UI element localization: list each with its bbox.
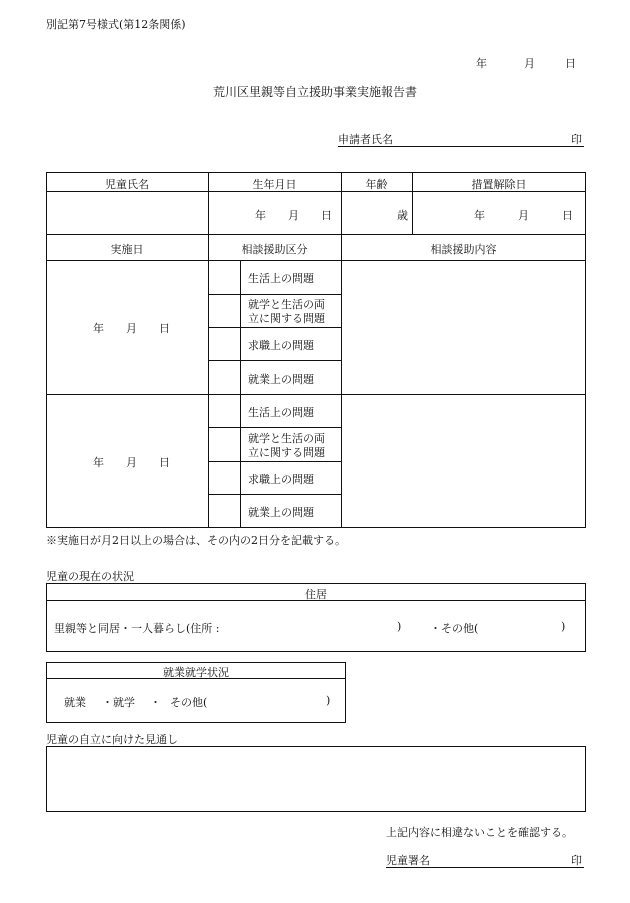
section-current-status: 児童の現在の状況 — [46, 570, 134, 583]
col-age: 年齢 — [365, 178, 388, 191]
consultation-content-field-2[interactable] — [343, 396, 584, 526]
outlook-label: 児童の自立に向けた見通し — [46, 733, 178, 746]
day-label: 日 — [321, 209, 332, 222]
col-implementation-date: 実施日 — [110, 243, 144, 256]
table-row-line — [208, 360, 341, 361]
table-row-line — [208, 461, 341, 462]
housing-other-close: ) — [561, 620, 566, 633]
col-birth-date: 生年月日 — [252, 178, 297, 191]
child-signature-label: 児童署名 — [386, 854, 430, 867]
category-life-issue: 生活上の問題 — [248, 406, 314, 419]
col-child-name: 児童氏名 — [105, 178, 149, 191]
month-label: 月 — [524, 57, 535, 70]
work-other-close: ) — [326, 694, 331, 707]
table-col-line — [240, 260, 241, 528]
month-label: 月 — [126, 322, 137, 335]
table-row-line — [46, 234, 586, 235]
category-study-life-issue: 就学と生活の両 立に関する問題 — [248, 298, 325, 325]
implementation-date-1[interactable] — [93, 320, 170, 336]
report-date[interactable] — [476, 55, 576, 71]
col-consultation-content: 相談援助内容 — [430, 243, 497, 256]
category-study-life-issue: 就学と生活の両 立に関する問題 — [248, 432, 325, 459]
table-row-line — [208, 327, 341, 328]
year-label: 年 — [474, 209, 485, 222]
confirm-text: 上記内容に相違ないことを確認する。 — [386, 826, 573, 839]
day-label: 日 — [159, 322, 170, 335]
table-row-line — [208, 427, 341, 428]
category-employment-issue: 就業上の問題 — [248, 373, 314, 386]
table-row-line — [46, 260, 586, 261]
day-label: 日 — [565, 57, 576, 70]
housing-option-with-foster[interactable]: 里親等と同居・一人暮らし(住所 : — [54, 622, 220, 635]
applicant-name-field[interactable] — [338, 146, 584, 147]
day-label: 日 — [159, 456, 170, 469]
category-life-issue: 生活上の問題 — [248, 272, 314, 285]
child-name-field[interactable] — [48, 194, 206, 232]
work-option-separator: ・ — [150, 696, 161, 709]
form-number: 別記第7号様式(第12条関係) — [46, 18, 186, 31]
month-label: 月 — [288, 209, 299, 222]
work-option-studying[interactable]: ・就学 — [102, 696, 135, 709]
work-option-employed[interactable]: 就業 — [64, 696, 86, 709]
table-row-line — [208, 294, 341, 295]
release-date-field[interactable] — [474, 207, 573, 223]
housing-option-other[interactable]: ・その他( — [430, 622, 479, 635]
consultation-content-field-1[interactable] — [343, 262, 584, 392]
year-label: 年 — [255, 209, 266, 222]
housing-address-close: ) — [397, 620, 402, 633]
child-signature-seal: 印 — [571, 854, 582, 867]
applicant-name-label: 申請者氏名 — [338, 133, 393, 146]
year-label: 年 — [476, 57, 487, 70]
table-row-line — [46, 394, 586, 395]
applicant-seal: 印 — [571, 133, 582, 146]
age-unit: 歳 — [397, 209, 408, 222]
work-option-other[interactable]: その他( — [170, 696, 208, 709]
outlook-field[interactable] — [46, 746, 586, 812]
category-job-search-issue: 求職上の問題 — [248, 473, 314, 486]
category-employment-issue: 就業上の問題 — [248, 506, 314, 519]
page-title: 荒川区里親等自立援助事業実施報告書 — [212, 85, 417, 99]
day-label: 日 — [562, 209, 573, 222]
year-label: 年 — [93, 456, 104, 469]
col-consultation-category: 相談援助区分 — [241, 243, 308, 256]
category-job-search-issue: 求職上の問題 — [248, 339, 314, 352]
child-signature-field[interactable] — [386, 867, 584, 868]
month-label: 月 — [126, 456, 137, 469]
year-label: 年 — [93, 322, 104, 335]
table-col-line — [208, 172, 209, 528]
note-text: ※実施日が月2日以上の場合は、その内の2日分を記載する。 — [46, 534, 346, 547]
table-row-line — [208, 494, 341, 495]
col-release-date: 措置解除日 — [471, 178, 527, 191]
implementation-date-2[interactable] — [93, 454, 170, 470]
table-col-line — [341, 172, 342, 528]
housing-label: 住居 — [305, 588, 327, 601]
birth-date-field[interactable] — [255, 207, 332, 223]
month-label: 月 — [518, 209, 529, 222]
work-study-label: 就業就学状況 — [163, 666, 229, 679]
